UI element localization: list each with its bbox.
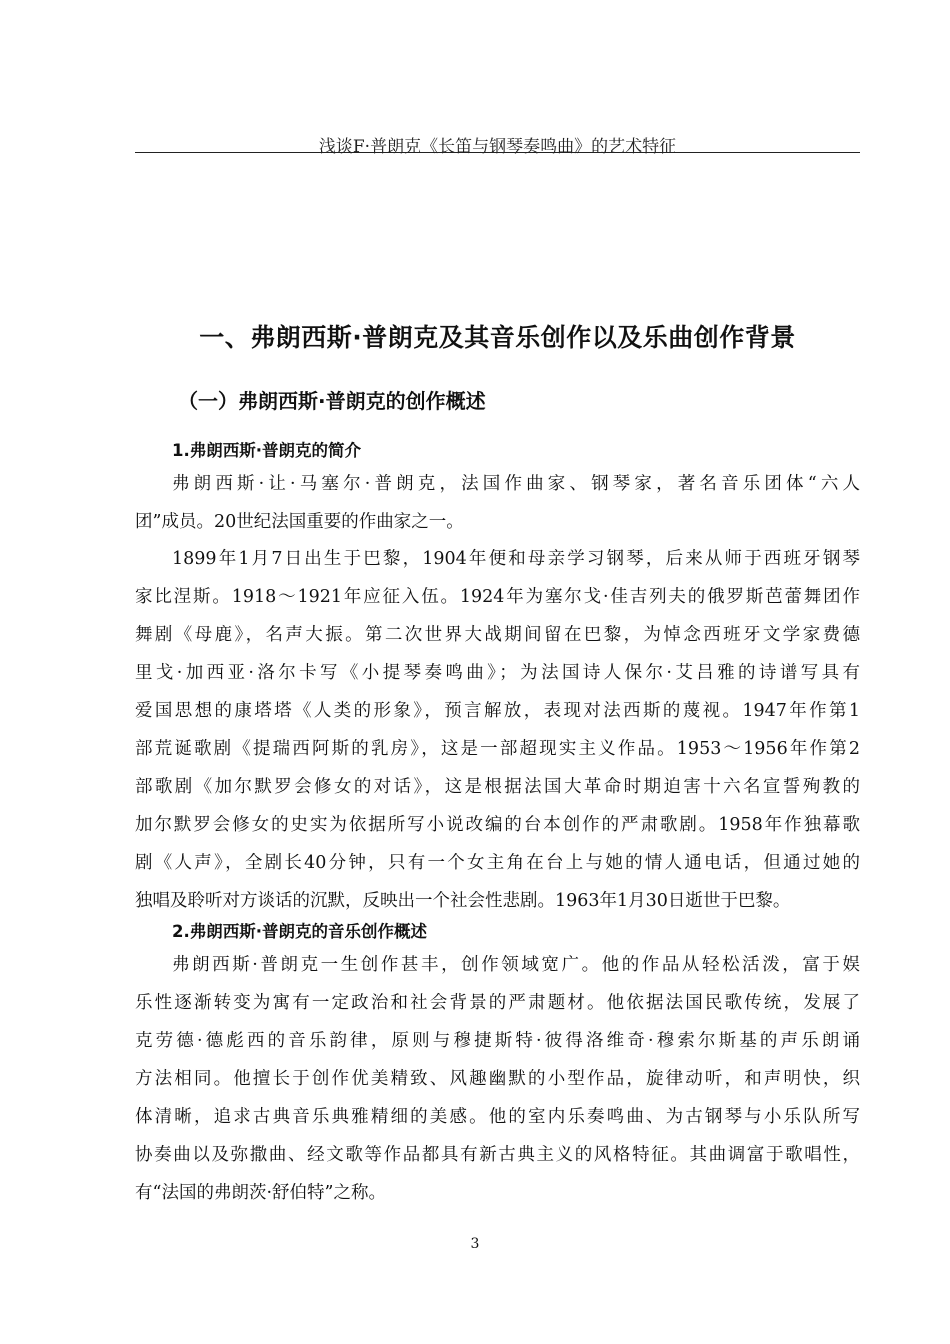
paragraph-line: 部荒诞歌剧《提瑞西阿斯的乳房》，这是一部超现实主义作品。1953～1956年作第2 bbox=[135, 739, 860, 759]
paragraph-line: 加尔默罗会修女的史实为依据所写小说改编的台本创作的严肃歌剧。1958年作独幕歌 bbox=[135, 815, 860, 835]
paragraph-line: 乐性逐渐转变为寓有一定政治和社会背景的严肃题材。他依据法国民歌传统，发展了 bbox=[135, 993, 860, 1013]
subsection-heading-1: 1.弗朗西斯·普朗克的简介 bbox=[172, 441, 362, 460]
paragraph-line: 爱国思想的康塔塔《人类的形象》，预言解放，表现对法西斯的蔑视。1947年作第1 bbox=[135, 701, 860, 721]
paragraph-line: 里戈·加西亚·洛尔卡写《小提琴奏鸣曲》；为法国诗人保尔·艾吕雅的诗谱写具有 bbox=[135, 663, 860, 683]
paragraph-line: 1899年1月7日出生于巴黎，1904年便和母亲学习钢琴，后来从师于西班牙钢琴 bbox=[172, 549, 860, 569]
paragraph-line: 克劳德·德彪西的音乐韵律，原则与穆捷斯特·彼得洛维奇·穆索尔斯基的声乐朗诵 bbox=[135, 1031, 860, 1051]
paragraph-line: 独唱及聆听对方谈话的沉默，反映出一个社会性悲剧。1963年1月30日逝世于巴黎。 bbox=[135, 891, 791, 911]
paragraph-line: 弗朗西斯·让·马塞尔·普朗克，法国作曲家、钢琴家，著名音乐团体“六人 bbox=[172, 474, 860, 494]
paragraph-line: 协奏曲以及弥撒曲、经文歌等作品都具有新古典主义的风格特征。其曲调富于歌唱性， bbox=[135, 1145, 860, 1165]
chapter-title: 一、弗朗西斯·普朗克及其音乐创作以及乐曲创作背景 bbox=[199, 323, 796, 352]
paragraph-line: 部歌剧《加尔默罗会修女的对话》，这是根据法国大革命时期迫害十六名宣誓殉教的 bbox=[135, 777, 860, 797]
paragraph-line: 体清晰，追求古典音乐典雅精细的美感。他的室内乐奏鸣曲、为古钢琴与小乐队所写 bbox=[135, 1107, 860, 1127]
header-rule bbox=[135, 152, 860, 153]
paragraph-line: 家比涅斯。1918～1921年应征入伍。1924年为塞尔戈·佳吉列夫的俄罗斯芭蕾舞团作 bbox=[135, 587, 860, 607]
paragraph-line: 团”成员。20世纪法国重要的作曲家之一。 bbox=[135, 512, 464, 532]
section-title: （一）弗朗西斯·普朗克的创作概述 bbox=[178, 389, 486, 413]
page-number: 3 bbox=[470, 1236, 480, 1252]
paragraph-2 bbox=[135, 540, 860, 920]
paragraph-line: 舞剧《母鹿》，名声大振。第二次世界大战期间留在巴黎，为悼念西班牙文学家费德 bbox=[135, 625, 860, 645]
paragraph-line: 有“法国的弗朗茨·舒伯特”之称。 bbox=[135, 1183, 386, 1203]
paragraph-3 bbox=[135, 946, 860, 1212]
subsection-heading-2: 2.弗朗西斯·普朗克的音乐创作概述 bbox=[172, 922, 428, 941]
paragraph-line: 方法相同。他擅长于创作优美精致、风趣幽默的小型作品，旋律动听，和声明快，织 bbox=[135, 1069, 860, 1089]
paragraph-line: 剧《人声》，全剧长40分钟，只有一个女主角在台上与她的情人通电话，但通过她的 bbox=[135, 853, 860, 873]
running-header: 浅谈F·普朗克《长笛与钢琴奏鸣曲》的艺术特征 bbox=[318, 137, 677, 157]
paragraph-1 bbox=[135, 465, 860, 541]
paragraph-line: 弗朗西斯·普朗克一生创作甚丰，创作领域宽广。他的作品从轻松活泼，富于娱 bbox=[172, 955, 860, 975]
